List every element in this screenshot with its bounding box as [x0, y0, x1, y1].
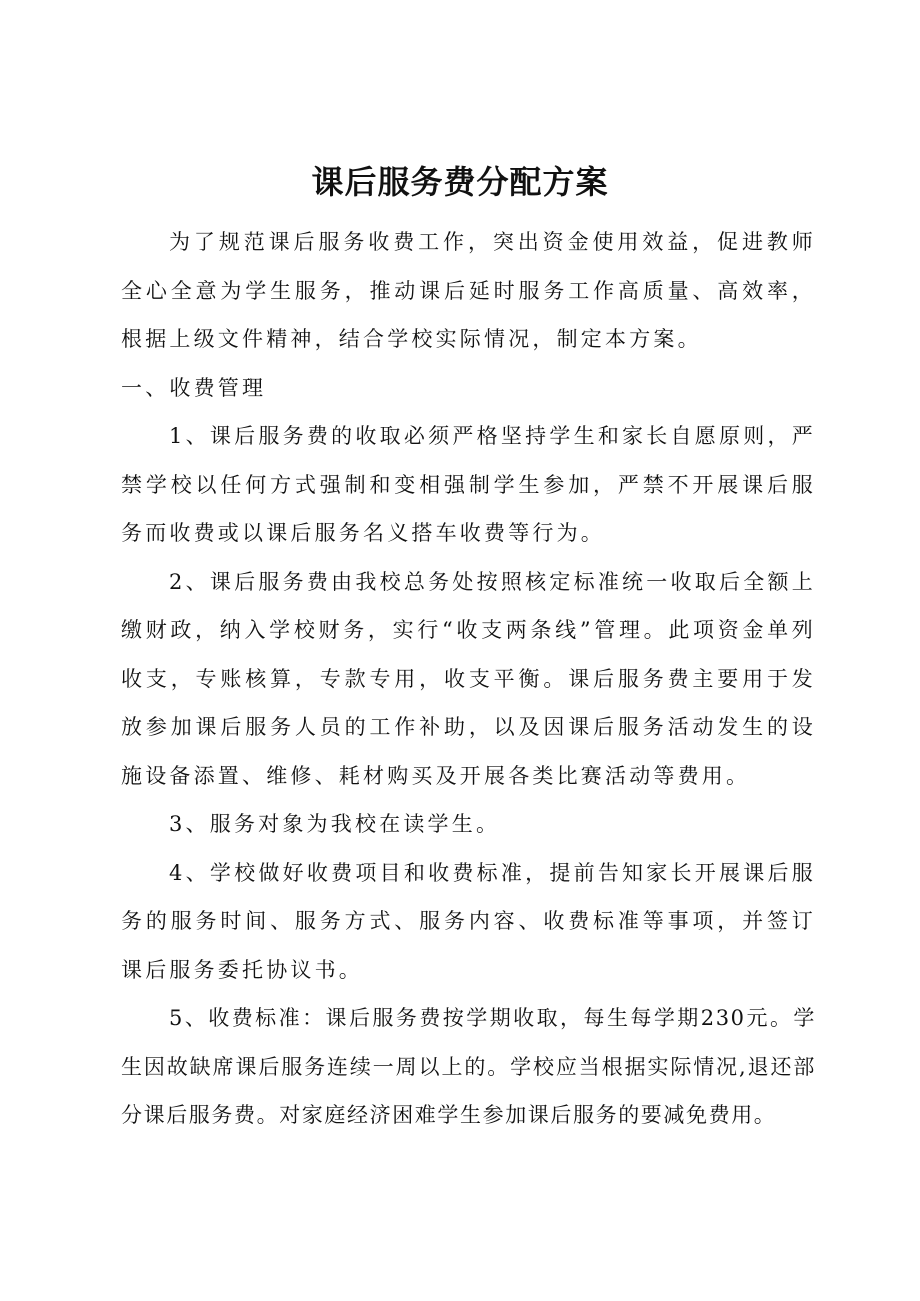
section-heading-fee-management: 一、收费管理	[121, 375, 267, 400]
clause-1-paragraph: 1、课后服务费的收取必须严格坚持学生和家长自愿原则，严禁学校以任何方式强制和变相强制学生参加，严禁不开展课后服务而收费或以课后服务名义搭车收费等行为。	[121, 424, 816, 545]
clause-4-paragraph: 4、学校做好收费项目和收费标准，提前告知家长开展课后服务的服务时间、服务方式、服务内容、收费标准等事项，并签订课后服务委托协议书。	[121, 860, 816, 982]
clause-3-paragraph: 3、服务对象为我校在读学生。	[169, 812, 501, 836]
clause-5-paragraph: 5、收费标准：课后服务费按学期收取，每生每学期230元。学生因故缺席课后服务连续一周以上的。学校应当根据实际情况,退还部分课后服务费。对家庭经济困难学生参加课后服务的要减免费用。	[121, 1006, 816, 1127]
intro-paragraph: 为了规范课后服务收费工作，突出资金使用效益，促进教师全心全意为学生服务，推动课后延时服务工作高质量、高效率，根据上级文件精神，结合学校实际情况，制定本方案。	[121, 230, 816, 351]
clause-2-paragraph: 2、课后服务费由我校总务处按照核定标准统一收取后全额上缴财政，纳入学校财务，实行“收支两条线”管理。此项资金单列收支，专账核算，专款专用，收支平衡。课后服务费主要用于发放参加课后服务人员的工作补助，以及因课后服务活动发生的设施设备添置、维修、耗材购买及开展各类比赛活动等费用。	[121, 569, 816, 788]
document-body	[121, 218, 816, 1140]
document-title: 课后服务费分配方案	[311, 163, 609, 201]
